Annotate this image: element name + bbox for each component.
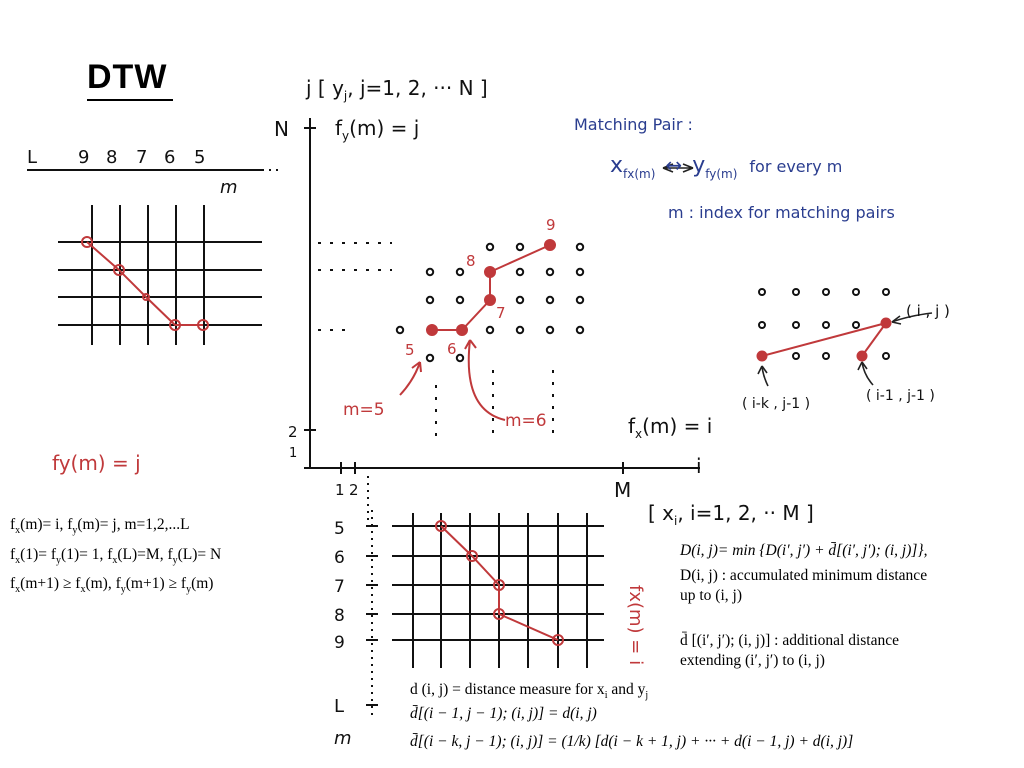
constraint-3: $f_x(m+1) \ge f_x(m)$, $f_y(m+1) \ge f_y(m)$ <box>10 575 214 596</box>
bottom-fx-label: fx(m) = i <box>625 585 646 666</box>
dbar-case-1: d̄[(i − 1, j − 1); (i, j)] = d(i, j) <box>410 705 597 722</box>
axis-N-label: N <box>274 117 289 141</box>
left-tick-7: 7 <box>136 147 148 168</box>
left-warp-path <box>87 242 203 325</box>
pt-label-7: 7 <box>496 304 506 322</box>
pt-label-9: 9 <box>546 216 556 234</box>
x-tick-2-label: 2 <box>349 481 359 499</box>
left-tick-9: 9 <box>78 147 90 168</box>
left-grid-horizontals <box>58 242 262 325</box>
fy-label: $f_y(m) = j$ <box>335 116 420 143</box>
matching-title: Matching Pair : <box>574 115 693 134</box>
m5-arrow <box>400 362 420 395</box>
i-sequence-label: [ $x_i$, i=1, 2, ·· M ] <box>648 501 814 528</box>
bottom-m-label: m <box>334 728 352 749</box>
y-tick-1-label: 1 <box>289 446 298 461</box>
main-warp-path <box>432 245 550 330</box>
dbar-description-2: extending (i′, j′) to (i, j) <box>680 652 825 669</box>
pt-label-6: 6 <box>447 340 457 358</box>
bottom-tick-7: 7 <box>334 577 345 597</box>
bottom-tick-5: 5 <box>334 519 345 539</box>
m5-label: m=5 <box>343 400 385 420</box>
dbar-description-1: d̄ [(i′, j′); (i, j)] : additional distance <box>680 632 899 649</box>
dbar-case-k: d̄[(i − k, j − 1); (i, j)] = (1/k) [d(i − k + 1, j) + ··· + d(i − 1, j) + d(i, j)] <box>410 733 854 750</box>
pt-label-8: 8 <box>466 252 476 270</box>
bottom-tick-6: 6 <box>334 548 345 568</box>
axis-M-label: M <box>614 478 632 502</box>
D-description-2: up to (i, j) <box>680 587 742 604</box>
m6-arrow <box>469 340 505 420</box>
pt-label-5: 5 <box>405 341 415 359</box>
left-m-label: m <box>220 177 238 198</box>
right-ij-label: ( i , j ) <box>906 302 950 320</box>
right-i1-label: ( i-1 , j-1 ) <box>866 388 935 404</box>
constraint-1: $f_x(m)= i$, $f_y(m)= j$, m=1,2,...L <box>10 516 190 537</box>
left-L-label: L <box>27 147 38 168</box>
page-title: DTW <box>87 58 168 96</box>
matching-index: m : index for matching pairs <box>668 203 895 222</box>
bottom-tick-8: 8 <box>334 606 345 626</box>
left-fy-label: fy(m) = j <box>52 451 141 475</box>
bottom-tick-9: 9 <box>334 633 345 653</box>
D-description-1: D(i, j) : accumulated minimum distance <box>680 567 928 584</box>
left-tick-5: 5 <box>194 147 206 168</box>
D-recursion: D(i, j)= min {D(i′, j′) + d̄[(i′, j′); (i, j)]}, <box>680 542 928 559</box>
fx-label: $f_x(m) = i$ <box>628 414 713 441</box>
left-tick-8: 8 <box>106 147 118 168</box>
axis-i-label: i <box>696 454 702 478</box>
right-point-grid <box>759 289 889 359</box>
x-tick-1-label: 1 <box>335 481 345 499</box>
left-tick-6: 6 <box>164 147 176 168</box>
m6-label: m=6 <box>505 411 547 431</box>
right-ik-label: ( i-k , j-1 ) <box>742 396 811 412</box>
matching-pair: $x_{fx(m)}$ ↔ $y_{fy(m)}$ $^{for every m}$ <box>610 153 843 181</box>
d-definition: d (i, j) = distance measure for $x_i$ and $y_j$ <box>410 681 649 702</box>
constraint-2: $f_x(1)= f_y(1)= 1$, $f_x(L)=M$, $f_y(L)= N$ <box>10 546 222 567</box>
j-sequence-label: j [ $y_j$, j=1, 2, ··· N ] <box>306 76 488 103</box>
left-warp-points <box>82 237 208 330</box>
bottom-L-label: L <box>334 696 345 717</box>
y-tick-2-label: 2 <box>288 423 298 441</box>
